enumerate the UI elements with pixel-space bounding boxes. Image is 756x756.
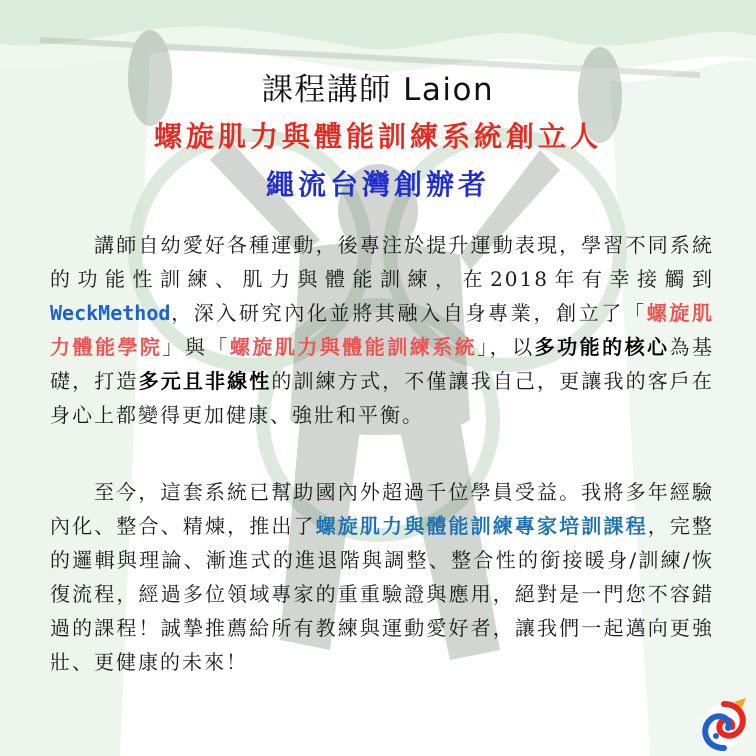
bio-text-6: 的訓練方式，不僅讓我自己，更讓我的客戶在身心上都變得更加健康、強壯和平衡。 xyxy=(50,369,715,427)
subtitle-founder: 螺旋肌力與體能訓練系統創立人 xyxy=(153,120,602,153)
paragraph-bio xyxy=(50,228,714,432)
academy-highlight: 螺旋肌力體能學院 xyxy=(50,301,715,359)
page-title: 課程講師 Laion xyxy=(261,72,495,108)
paragraph-course xyxy=(50,475,714,679)
bio-text-4: 」，以 xyxy=(477,335,535,359)
subtitle-org: 繩流台灣創辦者 xyxy=(265,168,490,201)
weckmethod-highlight: WeckMethod xyxy=(50,301,171,325)
bio-text-2: ，深入研究內化並將其融入自身專業，創立了「 xyxy=(170,301,647,325)
course-text-1: 至今，這套系統已幫助國內外超過千位學員受益。我將多年經驗內化、整合、精煉，推出了 xyxy=(50,480,714,538)
core-highlight: 多功能的核心 xyxy=(534,335,670,359)
system-highlight: 螺旋肌力與體能訓練系統 xyxy=(229,335,478,359)
bio-text-3: 」與「 xyxy=(162,335,230,359)
course-text-2: ，完整的邏輯與理論、漸進式的進退階與調整、整合性的銜接暖身/訓練/恢復流程，經過多位領域專家的重重驗證與應用，絕對是一門您不容錯過的課程！誠摯推薦給所有教練與運動愛好者，讓我們一起邁向更強壯、更健康的未來！ xyxy=(50,514,715,674)
bio-text-1: 講師自幼愛好各種運動，後專注於提升運動表現，學習不同系統的功能性訓練、肌力與體能訓練，在2018年有幸接觸到 xyxy=(50,233,714,291)
spiral-taiji-logo-icon xyxy=(694,696,752,752)
course-highlight: 螺旋肌力與體能訓練專家培訓課程 xyxy=(315,514,648,538)
bio-text-5: 為基礎，打造 xyxy=(50,335,715,393)
nonlinear-highlight: 多元且非線性 xyxy=(138,369,272,393)
